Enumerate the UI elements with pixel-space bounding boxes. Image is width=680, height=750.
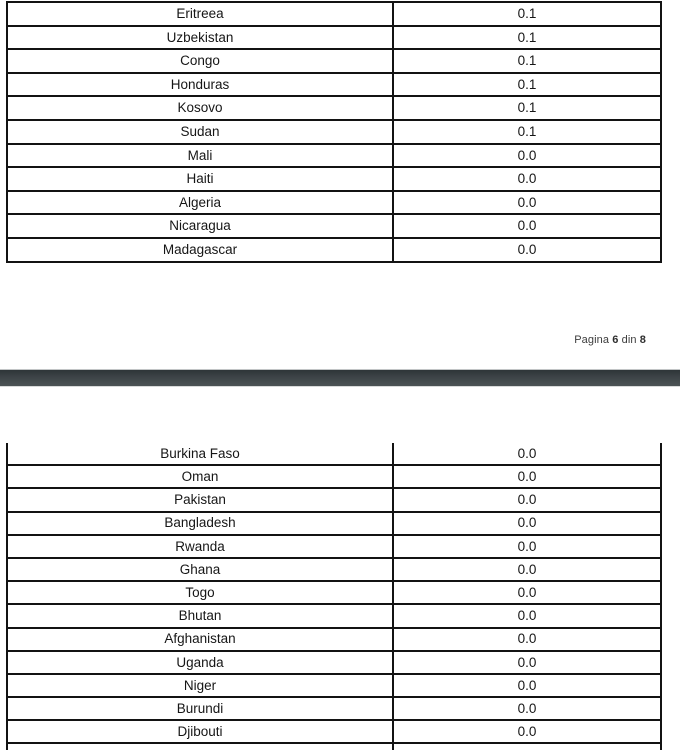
table-row xyxy=(7,720,661,743)
country-cell: Rwanda xyxy=(7,535,393,558)
value-cell: 0.0 xyxy=(393,443,661,465)
table-row xyxy=(7,191,661,215)
table-row xyxy=(7,581,661,604)
country-cell: Djibouti xyxy=(7,720,393,743)
country-cell: Pakistan xyxy=(7,488,393,511)
footer-page-number: 6 xyxy=(612,334,619,346)
country-values-table-page7 xyxy=(6,443,662,750)
footer-prefix: Pagina xyxy=(574,334,610,346)
value-cell: 0.0 xyxy=(393,581,661,604)
table-row xyxy=(7,604,661,627)
country-cell: Algeria xyxy=(7,191,393,215)
country-cell: Eritreea xyxy=(7,2,393,26)
table-row xyxy=(7,96,661,120)
country-cell: Uganda xyxy=(7,651,393,674)
value-cell: 0.1 xyxy=(393,120,661,144)
table-row xyxy=(7,488,661,511)
table-row xyxy=(7,214,661,238)
table-row xyxy=(7,49,661,73)
value-cell: 0.0 xyxy=(393,651,661,674)
country-cell: Burundi xyxy=(7,697,393,720)
table-row xyxy=(7,535,661,558)
page-separator-bar xyxy=(0,369,680,387)
value-cell: 0.1 xyxy=(393,26,661,50)
table-row xyxy=(7,674,661,697)
footer-separator-word: din xyxy=(621,334,637,346)
table-row xyxy=(7,2,661,26)
country-cell: Togo xyxy=(7,581,393,604)
country-cell: Bangladesh xyxy=(7,512,393,535)
country-cell: Sudan xyxy=(7,120,393,144)
country-cell: Uzbekistan xyxy=(7,26,393,50)
value-cell: 0.0 xyxy=(393,720,661,743)
country-cell: Kosovo xyxy=(7,96,393,120)
value-cell: 0.0 xyxy=(393,558,661,581)
footer-total-pages: 8 xyxy=(639,334,646,346)
table-row xyxy=(7,73,661,97)
value-cell: 0.0 xyxy=(393,167,661,191)
value-cell: 0.0 xyxy=(393,238,661,262)
value-cell: 0.1 xyxy=(393,49,661,73)
value-cell: 0.0 xyxy=(393,512,661,535)
value-cell: 0.1 xyxy=(393,73,661,97)
value-cell: 0.0 xyxy=(393,465,661,488)
value-cell: 0.1 xyxy=(393,96,661,120)
value-cell: 0.0 xyxy=(393,628,661,651)
country-cell: Madagascar xyxy=(7,238,393,262)
value-cell xyxy=(393,743,661,750)
table-row xyxy=(7,465,661,488)
table-row xyxy=(7,120,661,144)
table-row xyxy=(7,512,661,535)
country-cell: Afghanistan xyxy=(7,628,393,651)
value-cell: 0.0 xyxy=(393,535,661,558)
country-cell: Burkina Faso xyxy=(7,443,393,465)
table-row xyxy=(7,651,661,674)
country-cell: Niger xyxy=(7,674,393,697)
table-row xyxy=(7,628,661,651)
country-values-table-page6 xyxy=(6,1,662,263)
value-cell: 0.0 xyxy=(393,214,661,238)
value-cell: 0.0 xyxy=(393,191,661,215)
country-cell: Congo xyxy=(7,49,393,73)
table-row xyxy=(7,443,661,465)
table-row xyxy=(7,26,661,50)
table-row xyxy=(7,167,661,191)
table-row-clipped xyxy=(7,743,661,750)
country-cell: Haiti xyxy=(7,167,393,191)
country-cell: Oman xyxy=(7,465,393,488)
value-cell: 0.1 xyxy=(393,2,661,26)
table-row xyxy=(7,144,661,168)
country-cell: Bhutan xyxy=(7,604,393,627)
pdf-page-7 xyxy=(0,387,680,750)
country-cell: Honduras xyxy=(7,73,393,97)
value-cell: 0.0 xyxy=(393,488,661,511)
value-cell: 0.0 xyxy=(393,674,661,697)
country-cell: Ghana xyxy=(7,558,393,581)
table-row xyxy=(7,558,661,581)
pdf-page-6 xyxy=(0,0,680,369)
table-row xyxy=(7,697,661,720)
country-cell: Nicaragua xyxy=(7,214,393,238)
table-row xyxy=(7,238,661,262)
value-cell: 0.0 xyxy=(393,604,661,627)
value-cell: 0.0 xyxy=(393,697,661,720)
value-cell: 0.0 xyxy=(393,144,661,168)
country-cell: Mali xyxy=(7,144,393,168)
page-footer xyxy=(574,334,646,346)
country-cell xyxy=(7,743,393,750)
